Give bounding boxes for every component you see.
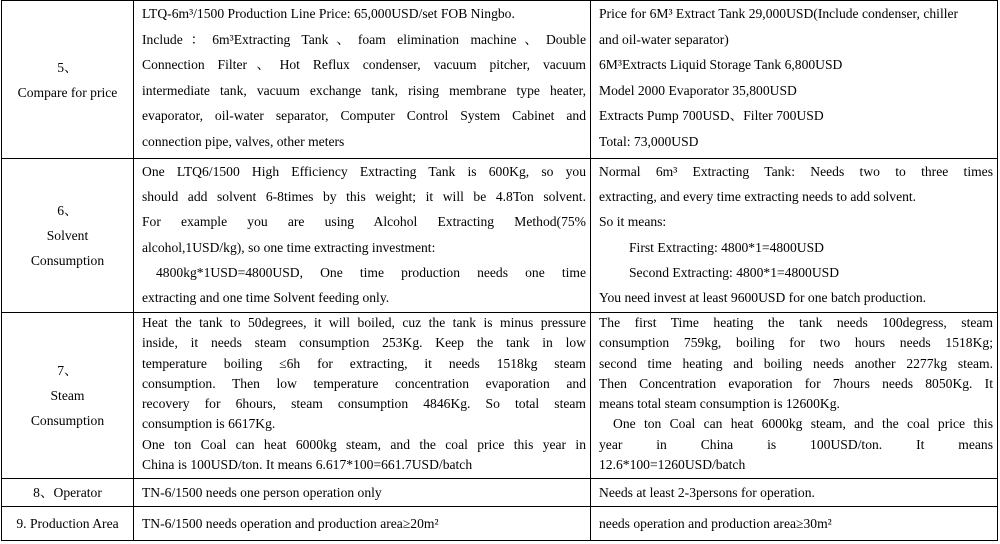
label-text: Consumption xyxy=(30,253,105,268)
text-line: Model 2000 Evaporator 35,800USD xyxy=(599,82,797,98)
row-label-area xyxy=(2,507,134,541)
table-row-price xyxy=(2,1,998,159)
text-line: means total steam consumption is 12600Kg. xyxy=(599,396,840,412)
text-line: 12.6*100=1260USD/batch xyxy=(599,457,746,473)
text-line: You need invest at least 9600USD for one batch production. xyxy=(599,290,927,306)
text-line: and oil-water separator) xyxy=(599,31,729,47)
table-row-steam xyxy=(2,313,998,479)
text-line: inside, it needs steam consumption 253Kg. Keep the tank in low xyxy=(142,335,586,351)
label-number: 7、 xyxy=(57,363,78,378)
ltq-steam-cell xyxy=(134,313,591,479)
text-line: Second Extracting: 4800*1=4800USD xyxy=(629,264,840,280)
text-line: 6M³Extracts Liquid Storage Tank 6,800USD xyxy=(599,57,843,72)
text-line: Needs at least 2-3persons for operation. xyxy=(599,485,815,500)
text-line: Normal 6m³ Extracting Tank: Needs two to three times xyxy=(599,164,993,179)
normal-area-cell xyxy=(591,507,998,541)
label-text: Consumption xyxy=(30,413,105,428)
text-line: intermediate tank, vacuum exchange tank, rising membrane type heater, xyxy=(142,82,586,98)
text-line: year in China is 100USD/ton. It means xyxy=(599,436,993,452)
text-line: consumption is 6617Kg. xyxy=(142,416,276,432)
text-line: recovery for 6hours, steam consumption 4846Kg. So total steam xyxy=(142,396,586,412)
text-line: evaporator, oil-water separator, Computer Control System Cabinet and xyxy=(142,108,586,123)
ltq-solvent-cell xyxy=(134,159,591,313)
text-line: One LTQ6/1500 High Efficiency Extracting Tank is 600Kg, so you xyxy=(142,164,586,179)
text-line: Connection Filter、Hot Reflux condenser, vacuum pitcher, vacuum xyxy=(142,57,586,72)
text-line: For example you are using Alcohol Extracting Method(75% xyxy=(142,214,586,230)
ltq-price-cell xyxy=(134,1,591,159)
text-line: Include：6m³Extracting Tank、foam elimination machine、Double xyxy=(142,31,586,47)
label-number: 6、 xyxy=(57,203,78,218)
ltq-area-cell xyxy=(134,507,591,541)
normal-steam-cell xyxy=(591,313,998,479)
text-line: Extracts Pump 700USD、Filter 700USD xyxy=(599,108,824,123)
text-line: First Extracting: 4800*1=4800USD xyxy=(629,239,824,255)
table-row-solvent xyxy=(2,159,998,313)
text-line: extracting, and every time extracting needs to add solvent. xyxy=(599,189,917,205)
normal-solvent-cell xyxy=(591,159,998,313)
text-line: China is 100USD/ton. It means 6.617*100=661.7USD/batch xyxy=(142,457,473,473)
ltq-operator-cell xyxy=(134,479,591,507)
text-line: LTQ-6m³/1500 Production Line Price: 65,000USD/set FOB Ningbo. xyxy=(142,6,515,21)
text-line: consumption. Then low temperature concentration evaporation and xyxy=(142,375,586,391)
row-label-price xyxy=(2,1,134,159)
label-text: 9. Production Area xyxy=(16,516,119,531)
text-line: connection pipe, valves, other meters xyxy=(142,133,345,149)
text-line: needs operation and production area≥30m² xyxy=(599,516,832,531)
label-text: Solvent xyxy=(46,228,89,243)
text-line: TN-6/1500 needs operation and production area≥20m² xyxy=(142,516,439,531)
text-line: Total: 73,000USD xyxy=(599,133,699,149)
text-line: should add solvent 6-8times by this weight; it will be 4.8Ton solvent. xyxy=(142,189,586,205)
label-text: Compare for price xyxy=(17,84,118,100)
row-label-solvent xyxy=(2,159,134,313)
label-number: 5、 xyxy=(57,59,78,75)
text-line: alcohol,1USD/kg), so one time extracting investment: xyxy=(142,239,436,255)
text-line: So it means: xyxy=(599,214,667,230)
text-line: 4800kg*1USD=4800USD, One time production needs one time xyxy=(156,264,586,280)
text-line: Price for 6M³ Extract Tank 29,000USD(Include condenser, chiller xyxy=(599,6,959,21)
normal-price-cell xyxy=(591,1,998,159)
table-row-area xyxy=(2,507,998,541)
text-line: Heat the tank to 50degrees, it will boiled, cuz the tank is minus pressure xyxy=(142,315,586,330)
text-line: One ton Coal can heat 6000kg steam, and the coal price this year in xyxy=(142,436,586,452)
row-label-operator xyxy=(2,479,134,507)
text-line: consumption 759kg, boiling for two hours needs 1518Kg; xyxy=(599,335,993,351)
text-line: One ton Coal can heat 6000kg steam, and the coal price this xyxy=(613,416,993,432)
text-line: The first Time heating the tank needs 100degress, steam xyxy=(599,315,993,330)
row-label-steam xyxy=(2,313,134,479)
normal-operator-cell xyxy=(591,479,998,507)
text-line: Then Concentration evaporation for 7hours needs 8050Kg. It xyxy=(599,375,993,391)
label-text: 8、Operator xyxy=(33,485,102,500)
table-row-operator xyxy=(2,479,998,507)
text-line: TN-6/1500 needs one person operation only xyxy=(142,485,382,500)
label-text: Steam xyxy=(50,388,85,403)
text-line: second time heating and boiling needs another 2277kg steam. xyxy=(599,355,993,371)
text-line: temperature boiling ≤6h for extracting, it needs 1518kg steam xyxy=(142,355,586,371)
comparison-table xyxy=(1,0,998,541)
text-line: extracting and one time Solvent feeding only. xyxy=(142,290,390,306)
